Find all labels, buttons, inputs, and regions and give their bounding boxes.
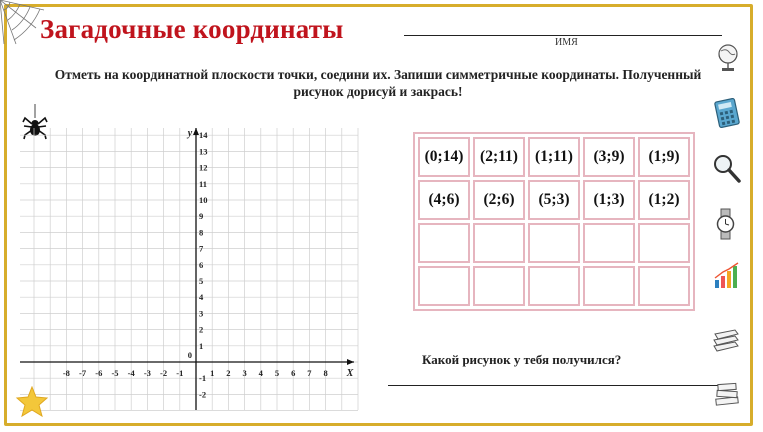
table-cell: (2;6) (473, 180, 525, 220)
y-tick-label: 11 (199, 178, 208, 189)
table-cell: (1;3) (583, 180, 635, 220)
page-title: Загадочные координаты (40, 14, 344, 44)
table-cell: (1;2) (638, 180, 690, 220)
x-tick-label: 2 (226, 368, 231, 378)
table-cell: (1;9) (638, 137, 690, 177)
x-tick-label: 8 (323, 368, 328, 378)
x-axis-arrow (347, 359, 354, 365)
table-cell[interactable] (473, 266, 525, 306)
table-cell: (1;11) (528, 137, 580, 177)
book-stack-icon (712, 380, 742, 408)
x-tick-label: 4 (258, 368, 263, 378)
x-axis-label: X (346, 368, 354, 379)
x-tick-label: -4 (127, 368, 135, 378)
table-cell: (2;11) (473, 137, 525, 177)
x-tick-label: -7 (79, 368, 87, 378)
name-label: ИМЯ (555, 37, 578, 48)
x-tick-label: -2 (160, 368, 168, 378)
magnifier-icon (712, 153, 742, 185)
table-row (418, 137, 690, 177)
y-tick-label: 2 (199, 324, 204, 335)
table-row (418, 180, 690, 220)
y-tick-label: 7 (199, 243, 204, 254)
table-cell[interactable] (583, 266, 635, 306)
y-tick-label: 12 (199, 162, 208, 173)
star-icon (15, 386, 49, 418)
y-tick-label: 10 (199, 195, 208, 205)
y-tick-label: 1 (199, 340, 204, 351)
table-cell[interactable] (418, 266, 470, 306)
calculator-icon (713, 98, 741, 128)
instruction-line-1: Отметь на координатной плоскости точки, соедини их. Запиши симметричные координаты. Полученный (54, 67, 702, 82)
books-icon (711, 326, 741, 354)
y-tick-label: 4 (199, 292, 204, 303)
x-tick-label: -8 (62, 368, 70, 378)
table-cell[interactable] (418, 223, 470, 263)
watch-icon (712, 208, 740, 240)
x-tick-label: -5 (111, 368, 119, 378)
tick-labels (63, 128, 354, 399)
y-tick-label: 13 (199, 146, 208, 157)
x-tick-label: 1 (210, 368, 215, 378)
x-tick-label: 7 (307, 368, 312, 378)
y-tick-label: -2 (199, 389, 207, 400)
y-axis-label: у (187, 128, 193, 139)
coordinate-plane[interactable] (16, 124, 362, 414)
origin-label: 0 (187, 350, 192, 360)
table-cell: (4;6) (418, 180, 470, 220)
question-text: Какой рисунок у тебя получился? (422, 352, 622, 367)
points-table (413, 132, 695, 311)
table-cell: (0;14) (418, 137, 470, 177)
table-cell[interactable] (528, 266, 580, 306)
table-cell[interactable] (638, 266, 690, 306)
y-tick-label: 8 (199, 227, 204, 238)
chart-icon (712, 260, 740, 290)
x-tick-label: -1 (176, 368, 184, 378)
y-tick-label: 6 (199, 259, 204, 270)
y-tick-label: 14 (199, 130, 208, 141)
y-tick-label: 5 (199, 276, 204, 286)
table-cell[interactable] (638, 223, 690, 263)
table-cell: (3;9) (583, 137, 635, 177)
y-tick-label: 3 (199, 308, 204, 319)
answer-line[interactable] (388, 385, 728, 386)
instruction-line-2: рисунок дорисуй и закрась! (293, 84, 463, 99)
y-tick-label: -1 (199, 373, 207, 384)
y-tick-label: 9 (199, 211, 204, 222)
x-tick-label: -6 (95, 368, 103, 378)
x-tick-label: 6 (291, 368, 296, 378)
table-cell: (5;3) (528, 180, 580, 220)
table-row (418, 266, 690, 306)
globe-icon (716, 42, 742, 72)
table-cell[interactable] (473, 223, 525, 263)
x-tick-label: 3 (242, 368, 247, 378)
axes (20, 128, 354, 410)
x-tick-label: -3 (143, 368, 151, 378)
name-line[interactable] (404, 35, 722, 36)
table-cell[interactable] (583, 223, 635, 263)
x-tick-label: 5 (274, 368, 280, 378)
instructions (28, 66, 728, 100)
table-cell[interactable] (528, 223, 580, 263)
table-row (418, 223, 690, 263)
